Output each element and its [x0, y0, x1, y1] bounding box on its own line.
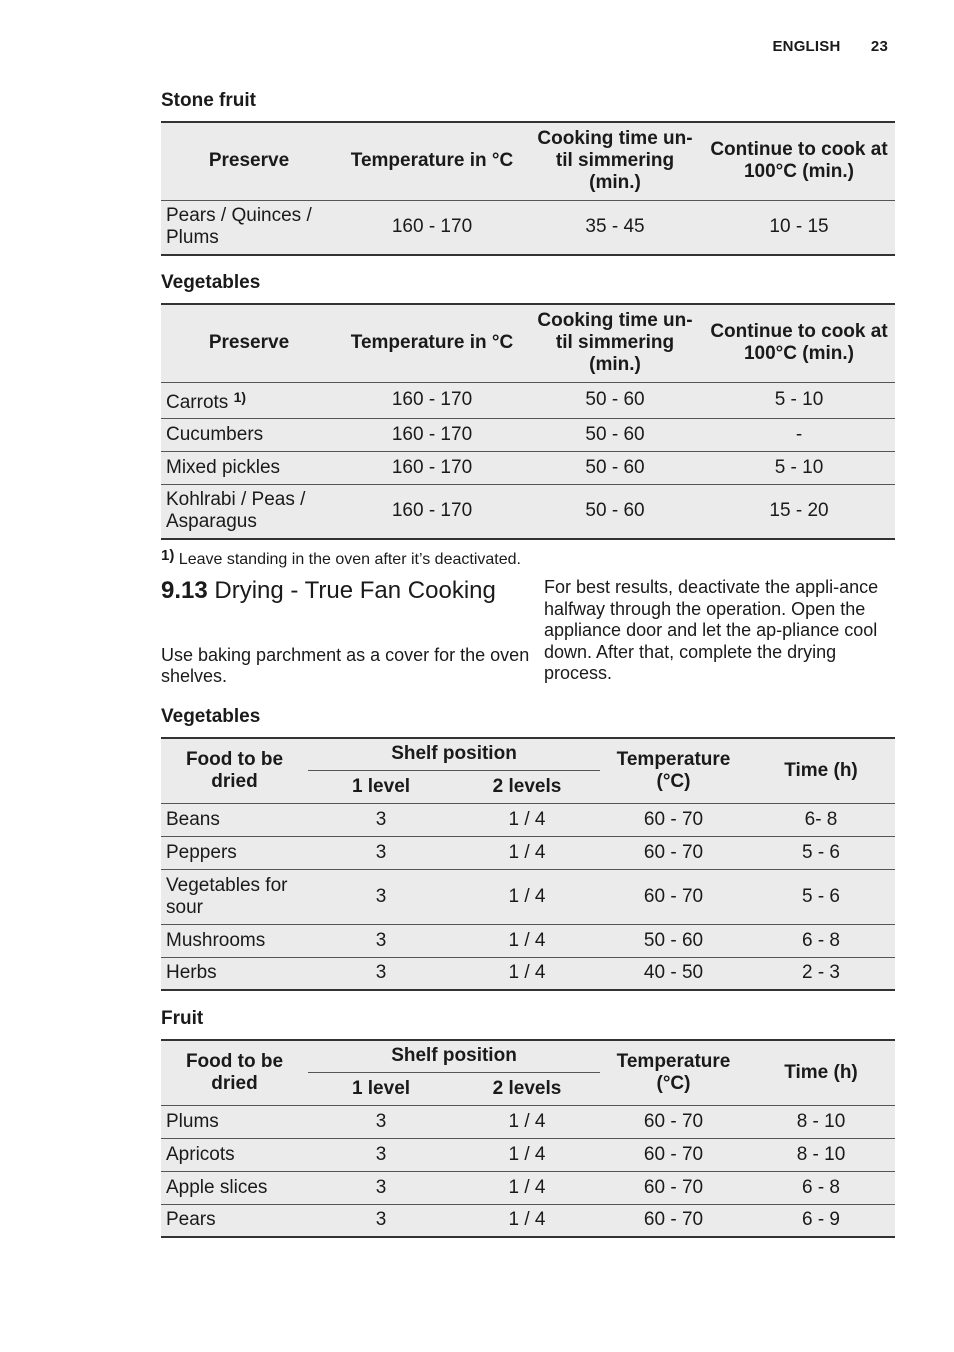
table-row [161, 382, 895, 418]
col-header: Cooking time un-til simmering (min.) [537, 310, 693, 376]
fruit-dry-table [161, 1039, 895, 1238]
right-paragraph: For best results, deactivate the appli-ance halfway through the operation. Open the appliance door and let the ap-pliance cool down. After that, complete the drying process. [544, 577, 879, 683]
table-row [161, 451, 895, 484]
col-header: Shelf position [308, 1040, 600, 1072]
table-cell: Apple slices [161, 1171, 308, 1204]
col-header: Preserve [208, 332, 290, 354]
table-cell: 6 - 8 [747, 1171, 895, 1204]
col-header: Continue to cook at 100°C (min.) [710, 139, 888, 183]
table-cell: 50 - 60 [527, 451, 703, 484]
table-cell: 8 - 10 [747, 1105, 895, 1138]
table-cell: 50 - 60 [527, 382, 703, 418]
table-cell: 8 - 10 [747, 1138, 895, 1171]
table-cell: 60 - 70 [600, 1138, 747, 1171]
table-cell [161, 382, 337, 418]
table-cell: 6 - 9 [747, 1204, 895, 1237]
table-cell: 60 - 70 [600, 1171, 747, 1204]
col-header: Time (h) [784, 759, 858, 781]
table-cell: 1 / 4 [454, 1105, 600, 1138]
table-row [161, 1204, 895, 1237]
table-cell: Pears / Quinces / Plums [161, 200, 337, 255]
table-row [161, 418, 895, 451]
table-cell: 3 [308, 869, 454, 924]
table-cell: 10 - 15 [703, 200, 895, 255]
section-title: Drying - True Fan Cooking [214, 577, 496, 604]
table-cell: 3 [308, 1204, 454, 1237]
table-cell: 50 - 60 [600, 924, 747, 957]
footnote-ref: 1) [233, 389, 247, 405]
table-cell: 5 - 6 [747, 836, 895, 869]
table-cell: 50 - 60 [527, 418, 703, 451]
col-header: Preserve [208, 150, 290, 172]
col-header: Cooking time un-til simmering (min.) [537, 128, 693, 194]
table-cell: - [703, 418, 895, 451]
section-number: 9.13 [161, 577, 208, 604]
stone-fruit-title: Stone fruit [161, 90, 256, 111]
col-header: Food to be dried [185, 1050, 284, 1094]
table-cell: 1 / 4 [454, 1204, 600, 1237]
table-cell: 1 / 4 [454, 869, 600, 924]
col-header: Temperature in °C [350, 332, 514, 354]
table-row [161, 1171, 895, 1204]
footnote [161, 547, 521, 569]
table-cell: Beans [161, 803, 308, 836]
table-cell: Plums [161, 1105, 308, 1138]
table-cell: 1 / 4 [454, 836, 600, 869]
table-cell: Kohlrabi / Peas / Asparagus [161, 484, 337, 539]
table-cell: 60 - 70 [600, 836, 747, 869]
col-header: Food to be dried [185, 748, 284, 792]
table-cell: 60 - 70 [600, 1105, 747, 1138]
table-cell: 3 [308, 924, 454, 957]
table-cell: 40 - 50 [600, 957, 747, 990]
table-cell: Peppers [161, 836, 308, 869]
col-header: 1 level [351, 775, 411, 797]
col-header: 1 level [351, 1077, 411, 1099]
table-row [161, 1105, 895, 1138]
left-paragraph: Use baking parchment as a cover for the oven shelves. [161, 645, 530, 686]
vegetables-dry-table [161, 737, 895, 991]
table-cell: 1 / 4 [454, 924, 600, 957]
page-header [772, 38, 888, 55]
page-number: 23 [870, 38, 888, 55]
col-header: 2 levels [492, 775, 562, 797]
table-row [161, 957, 895, 990]
table-cell: Apricots [161, 1138, 308, 1171]
table-cell: 1 / 4 [454, 803, 600, 836]
col-header: Temperature (°C) [616, 748, 731, 792]
table-cell: 160 - 170 [337, 382, 527, 418]
section-heading [161, 577, 521, 604]
language-label: ENGLISH [772, 38, 841, 55]
table-cell: 2 - 3 [747, 957, 895, 990]
table-cell: 3 [308, 803, 454, 836]
table-cell: Vegetables for sour [161, 869, 308, 924]
table-cell: Cucumbers [161, 418, 337, 451]
table-cell: 1 / 4 [454, 1138, 600, 1171]
table-row [161, 803, 895, 836]
footnote-mark: 1) [161, 547, 175, 564]
table-row [161, 924, 895, 957]
table-cell: 15 - 20 [703, 484, 895, 539]
col-header: Shelf position [308, 738, 600, 770]
table-cell: 5 - 10 [703, 451, 895, 484]
table-cell: 60 - 70 [600, 869, 747, 924]
table-cell: 50 - 60 [527, 484, 703, 539]
table-cell: 60 - 70 [600, 803, 747, 836]
table-cell: 3 [308, 1171, 454, 1204]
table-cell: 3 [308, 1138, 454, 1171]
table-cell: 3 [308, 1105, 454, 1138]
table-cell: Herbs [161, 957, 308, 990]
table-row [161, 200, 895, 255]
col-header: Temperature in °C [350, 150, 514, 172]
col-header: Continue to cook at 100°C (min.) [710, 321, 888, 365]
footnote-text: Leave standing in the oven after it’s deactivated. [178, 551, 521, 568]
table-cell: 3 [308, 957, 454, 990]
table-row [161, 484, 895, 539]
stone-fruit-table [161, 121, 895, 256]
col-header: Time (h) [784, 1061, 858, 1083]
table-cell: 6- 8 [747, 803, 895, 836]
table-row [161, 836, 895, 869]
table-cell: Mushrooms [161, 924, 308, 957]
table-row [161, 869, 895, 924]
vegetables-preserve-table [161, 303, 895, 540]
table-cell: Mixed pickles [161, 451, 337, 484]
table-cell: 1 / 4 [454, 957, 600, 990]
table-cell: 160 - 170 [337, 484, 527, 539]
table-row [161, 1138, 895, 1171]
col-header: 2 levels [492, 1077, 562, 1099]
fruit-dry-title: Fruit [161, 1008, 204, 1029]
col-header: Temperature (°C) [616, 1050, 731, 1094]
table-cell: 1 / 4 [454, 1171, 600, 1204]
table-cell: 160 - 170 [337, 418, 527, 451]
table-cell: 60 - 70 [600, 1204, 747, 1237]
vegetables-dry-title: Vegetables [161, 706, 261, 727]
table-cell: 5 - 6 [747, 869, 895, 924]
table-cell: 5 - 10 [703, 382, 895, 418]
table-cell: 3 [308, 836, 454, 869]
cell-text: Carrots [166, 392, 229, 413]
table-cell: Pears [161, 1204, 308, 1237]
table-cell: 35 - 45 [527, 200, 703, 255]
vegetables-preserve-title: Vegetables [161, 272, 261, 293]
table-cell: 160 - 170 [337, 200, 527, 255]
table-cell: 6 - 8 [747, 924, 895, 957]
table-cell: 160 - 170 [337, 451, 527, 484]
